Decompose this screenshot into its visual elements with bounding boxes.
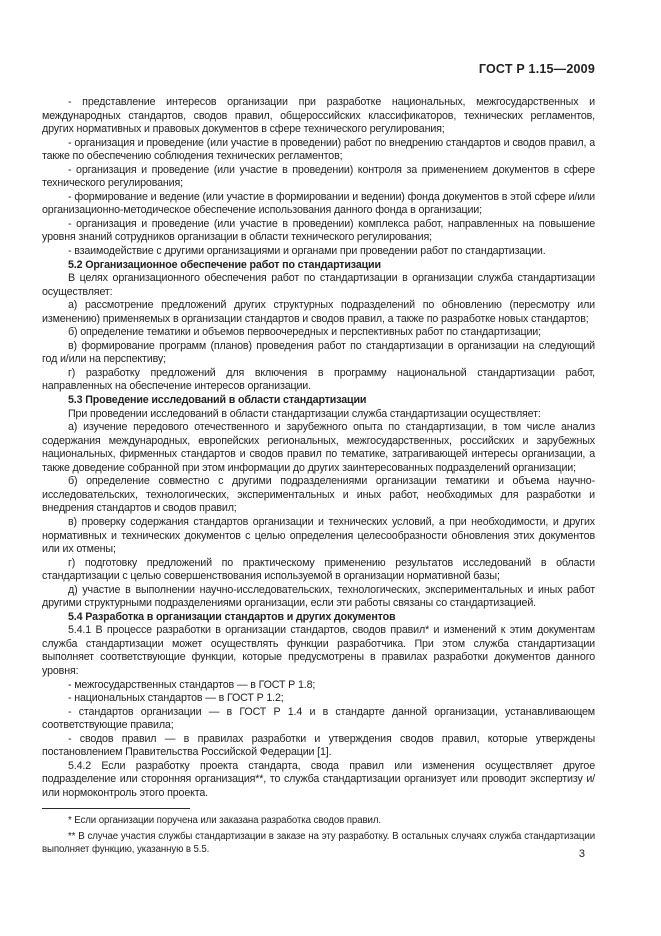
body-paragraph: - межгосударственных стандартов — в ГОСТ Р 1.8;: [68, 678, 316, 691]
body-paragraph: а) изучение передового отечественного и зарубежного опыта по стандартизации, в том числе анализ содержания международных, европейских региональных, межгосударственных, российских и зарубежных национальных, фирменных стандартов и сводов правил по тематике, затрагивающей интересы организации, а также доведение собранной при этом информации до других заинтересованных подразделений организации;: [42, 421, 595, 474]
body-paragraph: При проведении исследований в области стандартизации служба стандартизации осуществляет:: [68, 407, 541, 420]
body-paragraph: в) формирование программ (планов) проведения работ по стандартизации в организации на следующий год и/или на перспективу;: [42, 339, 595, 366]
body-paragraph: д) участие в выполнении научно-исследовательских, технологических, экспериментальных и иных работ другими структурными подразделениями организации, если эти работы связаны со стандартизацией.: [42, 583, 595, 610]
body-paragraph: б) определение тематики и объемов первоочередных и перспективных работ по стандартизации;: [68, 326, 541, 339]
body-paragraph: - сводов правил — в правилах разработки и утверждения сводов правил, которые утверждены постановлением Правительства Российской Федерации [1].: [42, 732, 595, 759]
body-paragraph: В целях организационного обеспечения работ по стандартизации в организации служба стандартизации осуществляет:: [42, 272, 595, 298]
body-paragraph: - стандартов организации — в ГОСТ Р 1.4 и в стандарте данной организации, устанавливающем соответствующие правила;: [42, 705, 595, 732]
body-paragraph: - организация и проведение (или участие в проведении) работ по внедрению стандартов и сводов правил, а также по обеспечению соблюдения технических регламентов;: [42, 136, 595, 163]
section-heading: 5.4 Разработка в организации стандартов и других документов: [68, 610, 396, 623]
body-paragraph: 5.4.2 Если разработку проекта стандарта, свода правил или изменения осуществляет другое подразделение или сторонняя организация**, то служба стандартизации организует или проводит экспертизу и/или нормоконтроль этого проекта.: [42, 759, 595, 799]
body-paragraph: - взаимодействие с другими организациями и органами при проведении работ по стандартизации.: [68, 245, 546, 258]
document-header-designation: ГОСТ Р 1.15—2009: [478, 62, 595, 76]
document-body: [42, 96, 595, 800]
footnote-separator-rule: [42, 808, 190, 809]
footnotes: [42, 814, 595, 856]
body-paragraph: - представление интересов организации при разработке национальных, межгосударственных и международных стандартов, сводов правил, общероссийских классификаторов, технических регламентов, других нормативных и правовых документов в сфере технического регулирования;: [42, 96, 595, 136]
footnote: ** В случае участия службы стандартизации в заказе на эту разработку. В остальных случаях служба стандартизации выполняет функцию, указанную в 5.5.: [42, 831, 595, 856]
body-paragraph: - организация и проведение (или участие в проведении) комплекса работ, направленных на повышение уровня знаний сотрудников организации в области технического регулирования;: [42, 217, 595, 244]
body-paragraph: а) рассмотрение предложений других структурных подразделений по обновлению (пересмотру или изменению) применяемых в организации стандартов и сводов правил, а также по разработке новых стандартов;: [42, 299, 595, 325]
body-paragraph: - формирование и ведение (или участие в формировании и ведении) фонда документов в этой сфере и/или организационно-методическое обеспечение использования данного фонда в организации;: [42, 190, 595, 217]
body-paragraph: б) определение совместно с другими подразделениями организации тематики и объема научно-исследовательских, технологических, экспериментальных и иных работ, необходимых для разработки и внедрения стандартов и сводов правил;: [42, 475, 595, 515]
body-paragraph: - национальных стандартов — в ГОСТ Р 1.2;: [68, 692, 284, 705]
body-paragraph: в) проверку содержания стандартов организации и технических условий, а при необходимости, и других нормативных и технических документов с целью определения целесообразности обновления этих документов или их отмены;: [42, 515, 595, 556]
body-paragraph: - организация и проведение (или участие в проведении) контроля за применением документов в сфере технического регулирования;: [42, 163, 595, 190]
page-number: 3: [578, 848, 585, 860]
body-paragraph: г) подготовку предложений по практическому применению результатов исследований в области стандартизации с целью совершенствования используемой в организации нормативной базы;: [42, 556, 595, 583]
section-heading: 5.3 Проведение исследований в области стандартизации: [68, 394, 367, 407]
footnote: * Если организации поручена или заказана разработка сводов правил.: [68, 815, 381, 827]
section-heading: 5.2 Организационное обеспечение работ по стандартизации: [68, 258, 381, 271]
body-paragraph: 5.4.1 В процессе разработки в организации стандартов, сводов правил* и изменений к этим документам служба стандартизации может осуществлять функции разработчика. При этом служба стандартизации выполняет соответствующие функции, которые предусмотрены в правилах разработки документов данного уровня:: [42, 624, 595, 677]
body-paragraph: г) разработку предложений для включения в программу национальной стандартизации работ, направленных на обеспечение интересов организации.: [42, 366, 595, 393]
